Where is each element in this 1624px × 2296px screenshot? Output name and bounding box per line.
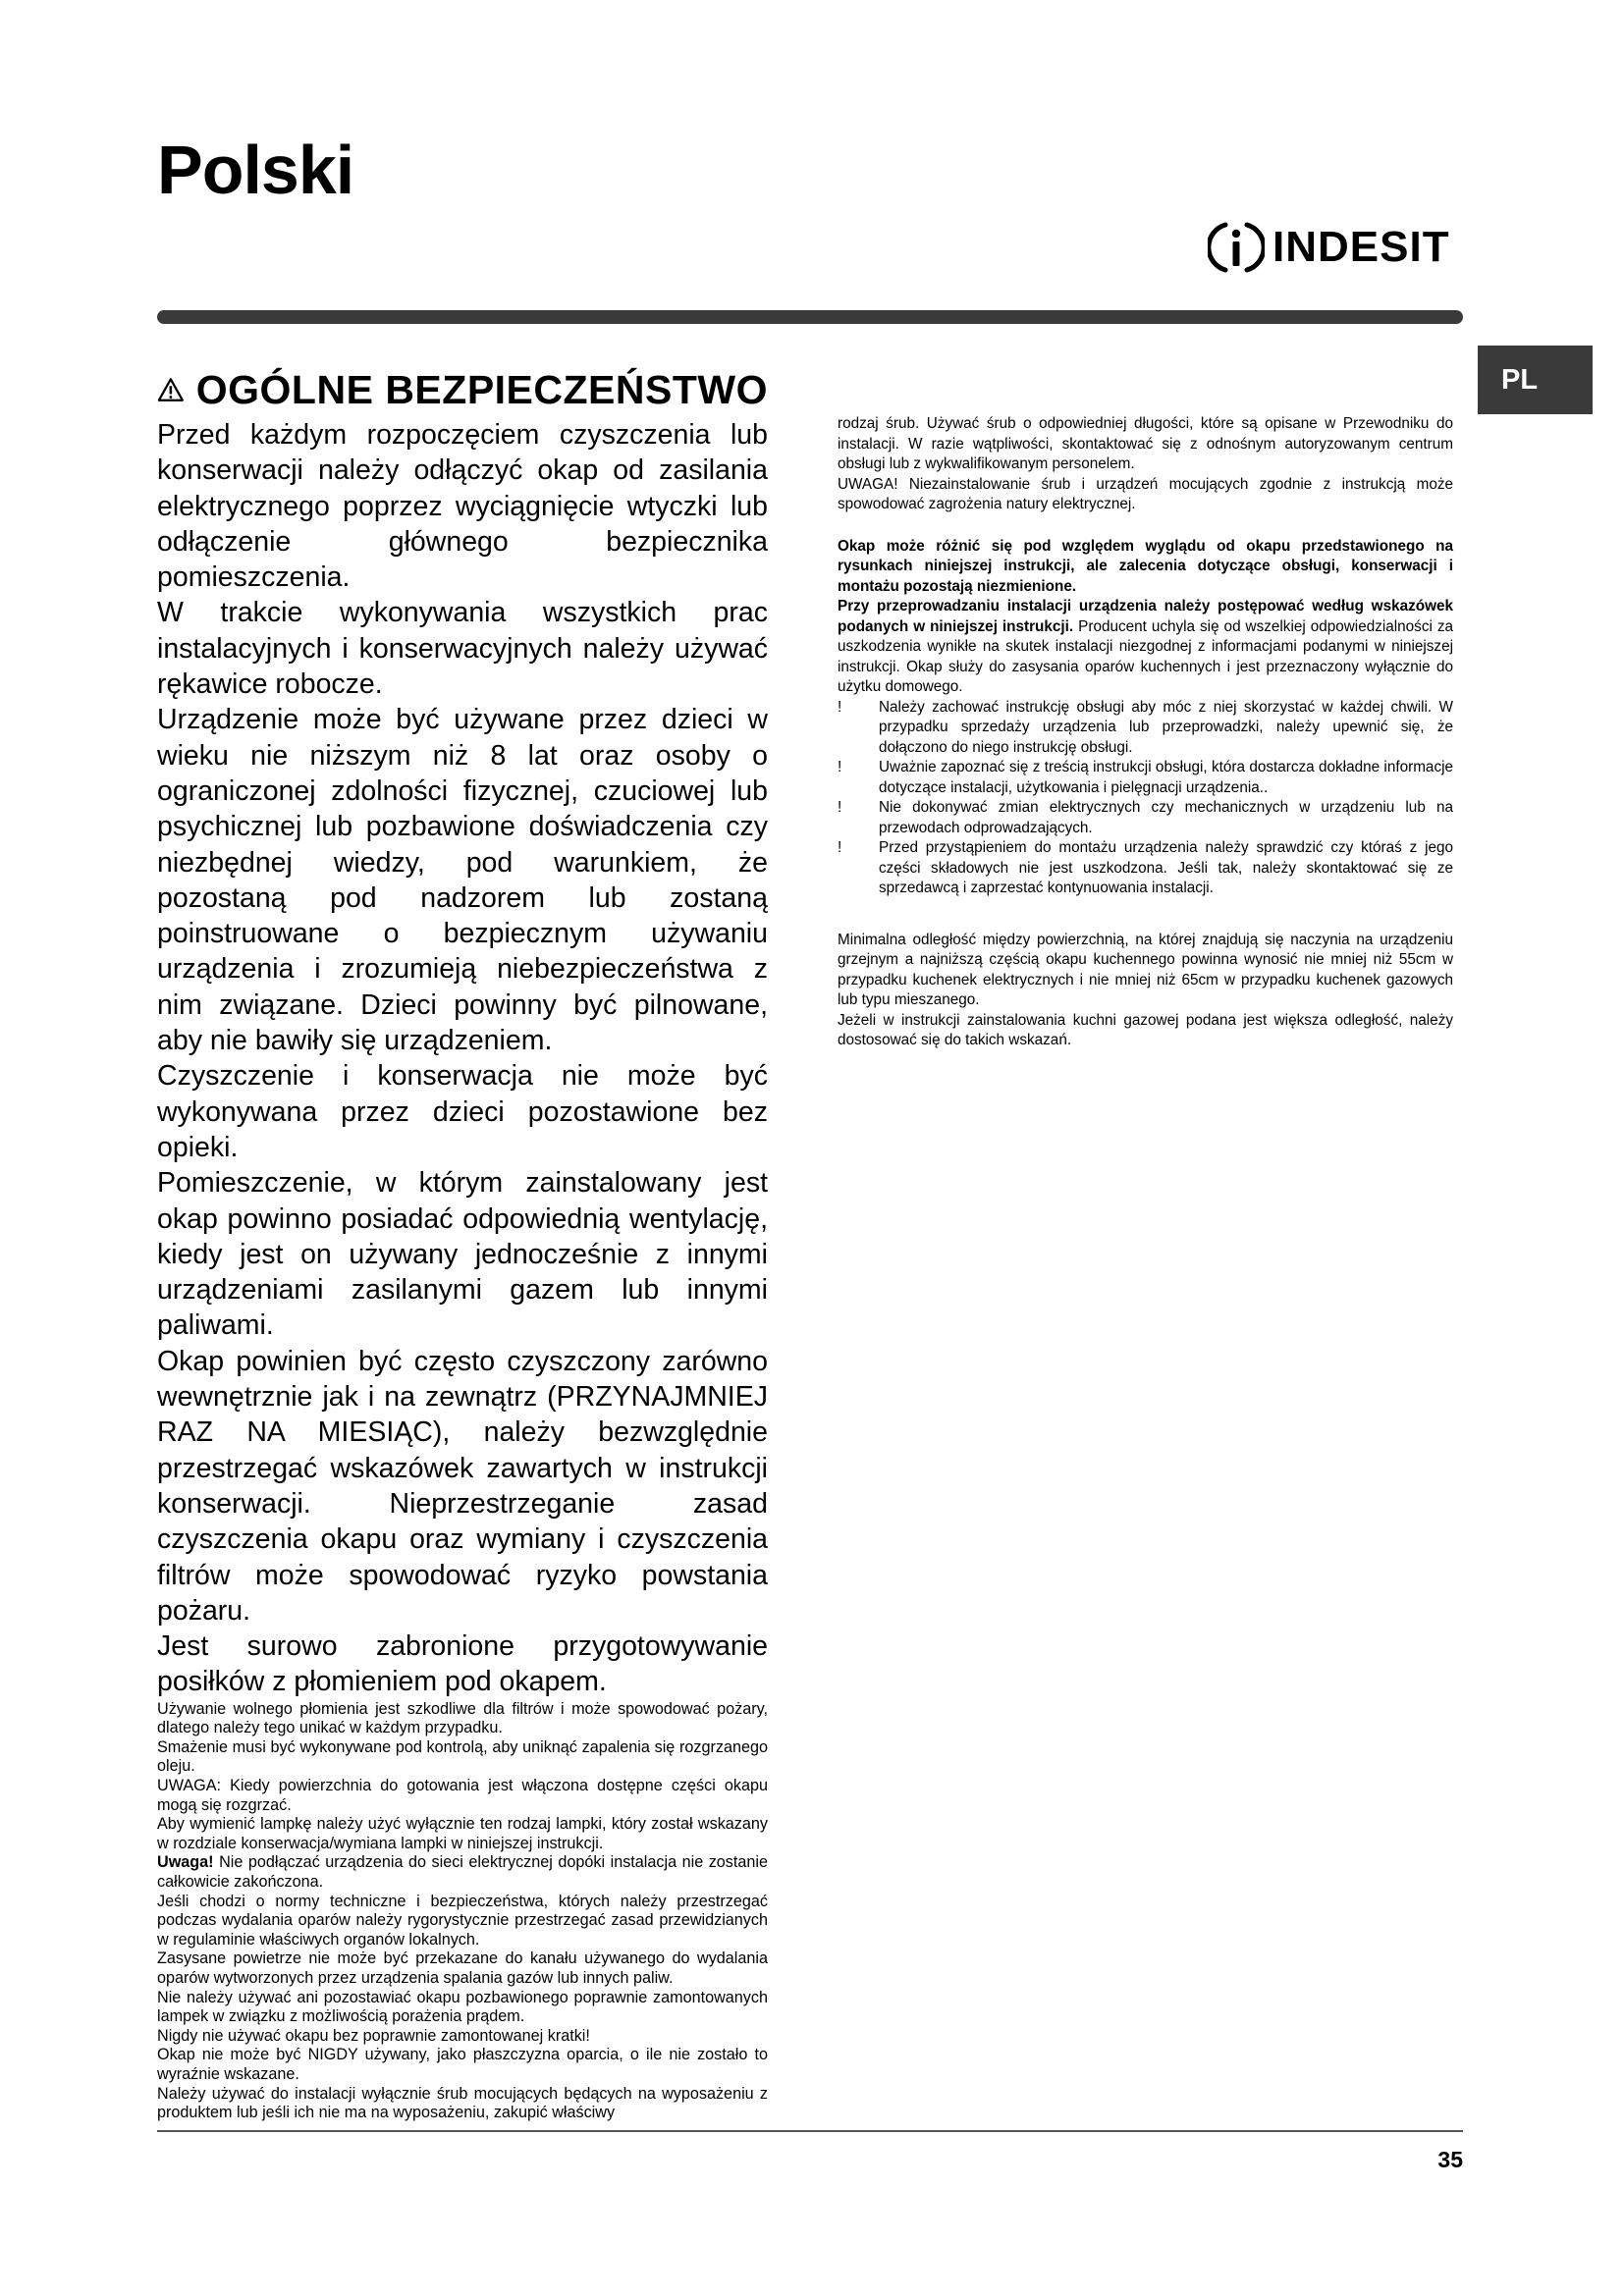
paragraph: Aby wymienić lampkę należy użyć wyłącznie ten rodzaj lampki, który został wskazany w rozdziale konserwacja/wymiana lampki w niniejszej instrukcji. <box>157 1815 768 1852</box>
paragraph: Urządzenie może być używane przez dzieci w wieku nie niższym niż 8 lat oraz osoby o ograniczonej zdolności fizycznej, czuciowej lub psychicznej lub pozbawione doświadczenia czy niezbędnej wiedzy, pod warunkiem, że pozostaną pod nadzorem lub zostaną poinstruowane o bezpiecznym używaniu urządzenia i zrozumieją niebezpieczeństwa z nim związane. Dzieci powinny być pilnowane, aby nie bawiły się urządzeniem. <box>157 704 768 1057</box>
paragraph: Używanie wolnego płomienia jest szkodliwe dla filtrów i może spowodować pożary, dlatego należy tego unikać w każdym przypadku. <box>157 1699 768 1737</box>
paragraph: UWAGA! Niezainstalowanie śrub i urządzeń mocujących zgodnie z instrukcją może spowodować zagrożenia natury elektrycznej. <box>838 475 1453 512</box>
footer-divider <box>157 2130 1463 2132</box>
language-tab: PL <box>1478 346 1593 414</box>
bold-notice: Okap może różnić się pod względem wyglądu od okapu przedstawionego na rysunkach niniejszej instrukcji, ale zalecenia dotyczące obsługi, konserwacji i montażu pozostają niezmienione. <box>838 537 1453 595</box>
warning-text: Nie podłączać urządzenia do sieci elektrycznej dopóki instalacja nie zostanie całkowicie zakończona. <box>157 1853 768 1892</box>
list-item <box>838 758 1453 798</box>
list-item <box>838 698 1453 759</box>
safety-list <box>838 698 1453 899</box>
paragraph: Jeśli chodzi o normy techniczne i bezpieczeństwa, których należy przestrzegać podczas wydalania oparów należy rygorystycznie przestrzegać zasad przewidzianych w regulaminie właściwych organów lokalnych. <box>157 1892 768 1949</box>
bold-notice: Przy przeprowadzaniu instalacji urządzenia należy postępować według wskazówek podanych w niniejszej instrukcji. <box>838 598 1453 635</box>
list-item-text: Uważnie zapoznać się z treścią instrukcji obsługi, która dostarcza dokładne informacje dotyczące instalacji, użytkowania i pielęgnacji urządzenia.. <box>879 759 1453 796</box>
paragraph: Nigdy nie używać okapu bez poprawnie zamontowanej kratki! <box>157 2026 590 2045</box>
paragraph: rodzaj śrub. Używać śrub o odpowiedniej długości, które są opisane w Przewodniku do instalacji. W razie wątpliwości, skontaktować się z odnośnym autoryzowanym centrum obsługi lub z wykwalifikowanym personelem. <box>838 415 1453 472</box>
indesit-logo-icon <box>1208 219 1265 276</box>
section-heading <box>157 365 768 414</box>
left-column <box>157 365 768 2123</box>
brand-logo <box>1208 218 1450 277</box>
paragraph: Nie należy używać ani pozostawiać okapu pozbawionego poprawnie zamontowanych lampek w związku z możliwością porażenia prądem. <box>157 1988 768 2026</box>
brand-name: INDESIT <box>1272 223 1450 271</box>
paragraph: Przed każdym rozpoczęciem czyszczenia lub konserwacji należy odłączyć okap od zasilania elektrycznego poprzez wyciągnięcie wtyczki lub odłączenie głównego bezpiecznika pomieszczenia. <box>157 419 768 594</box>
exclamation-icon: ! <box>838 839 842 856</box>
list-item-text: Nie dokonywać zmian elektrycznych czy mechanicznych w urządzeniu lub na przewodach odprowadzających. <box>879 799 1453 836</box>
paragraph <box>838 597 1453 698</box>
warning-triangle-icon <box>157 370 185 409</box>
paragraph: W trakcie wykonywania wszystkich prac instalacyjnych i konserwacyjnych należy używać rękawice robocze. <box>157 597 768 701</box>
paragraph: Minimalna odległość między powierzchnią, na której znajdują się naczynia na urządzeniu grzejnym a najniższą częścią okapu kuchennego powinna wynosić nie mniej niż 55cm w przypadku kuchenek elektrycznych i nie mniej niż 65cm w przypadku kuchenek gazowych lub typu mieszanego. <box>838 931 1453 1008</box>
paragraph <box>157 1853 768 1892</box>
paragraph: Czyszczenie i konserwacja nie może być wykonywana przez dzieci pozostawione bez opieki. <box>157 1060 768 1163</box>
warning-label: Uwaga! <box>157 1853 214 1872</box>
exclamation-icon: ! <box>838 799 842 816</box>
paragraph: Jeżeli w instrukcji zainstalowania kuchni gazowej podana jest większa odległość, należy dostosować się do takich wskazań. <box>838 1011 1453 1048</box>
list-item-text: Przed przystąpieniem do montażu urządzenia należy sprawdzić czy któraś z jego części składowych nie jest uszkodzona. Jeśli tak, należy skontaktować się ze sprzedawcą i zaprzestać kontynuowania instalacji. <box>879 839 1453 896</box>
exclamation-icon: ! <box>838 759 842 775</box>
list-item-text: Należy zachować instrukcję obsługi aby móc z niej skorzystać w każdej chwili. W przypadku sprzedaży urządzenia lub przeprowadzki, należy upewnić się, że dołączono do niego instrukcję obsługi. <box>879 698 1453 756</box>
paragraph <box>838 537 1453 598</box>
paragraph: Smażenie musi być wykonywane pod kontrolą, aby uniknąć zapalenia się rozgrzanego oleju. <box>157 1737 768 1776</box>
paragraph: Okap powinien być często czyszczony zarówno wewnętrznie jak i na zewnątrz (PRZYNAJMNIEJ RAZ NA MIESIĄC), należy bezwzględnie przestrzegać wskazówek zawartych w instrukcji konserwacji. Nieprzestrzeganie zasad czyszczenia okapu oraz wymiany i czyszczenia filtrów może spowodować ryzyko powstania pożaru. <box>157 1345 768 1627</box>
paragraph: Zasysane powietrze nie może być przekazane do kanału używanego do wydalania oparów wytworzonych przez urządzenia spalania gazów lub innych paliw. <box>157 1949 768 1987</box>
list-item <box>838 798 1453 838</box>
list-item <box>838 838 1453 899</box>
paragraph: Jest surowo zabronione przygotowywanie posiłków z płomieniem pod okapem. <box>157 1630 768 1698</box>
paragraph: UWAGA: Kiedy powierzchnia do gotowania jest włączona dostępne części okapu mogą się rozgrzać. <box>157 1777 768 1814</box>
page-title: Polski <box>157 132 354 208</box>
section-title: OGÓLNE BEZPIECZEŃSTWO <box>195 366 768 412</box>
page-number: 35 <box>1437 2147 1463 2172</box>
paragraph: Okap nie może być NIGDY używany, jako płaszczyzna oparcia, o ile nie zostało to wyraźnie wskazane. <box>157 2046 768 2083</box>
exclamation-icon: ! <box>838 698 842 716</box>
right-column <box>838 414 1453 1051</box>
header-divider <box>157 310 1463 324</box>
paragraph: Należy używać do instalacji wyłącznie śrub mocujących będących na wyposażeniu z produktem lub jeśli ich nie ma na wyposażeniu, zakupić właściwy <box>157 2084 768 2122</box>
paragraph-text: Producent uchyla się od wszelkiej odpowiedzialności za uszkodzenia wynikłe na skutek instalacji niezgodnej z informacjami podanymi w niniejszej instrukcji. Okap służy do zasysania oparów kuchennych i jest przeznaczony wyłącznie do użytku domowego. <box>838 617 1453 695</box>
paragraph: Pomieszczenie, w którym zainstalowany jest okap powinno posiadać odpowiednią wentylację, kiedy jest on używany jednocześnie z innymi urządzeniami zasilanymi gazem lub innymi paliwami. <box>157 1167 768 1342</box>
